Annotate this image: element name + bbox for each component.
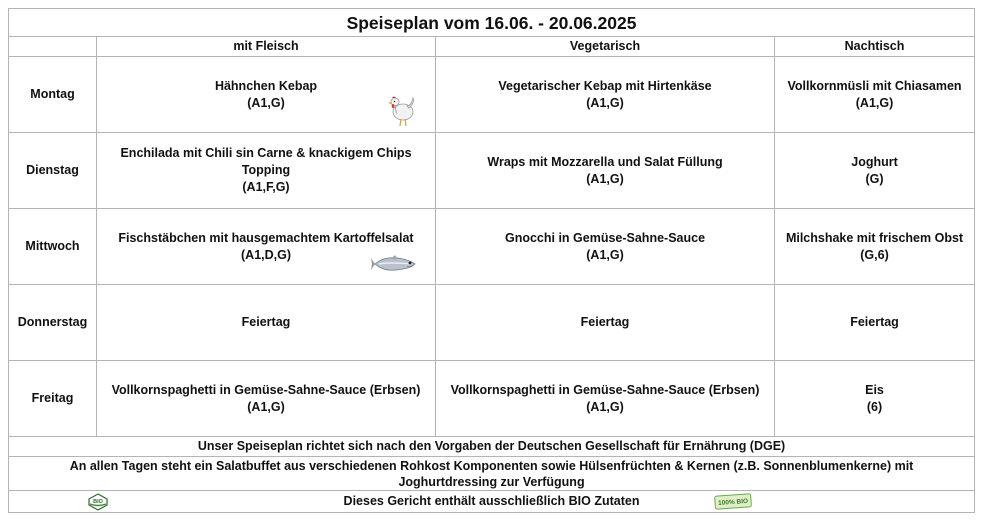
dish-name: Hähnchen Kebap — [214, 78, 318, 93]
dish-name: Feiertag — [580, 315, 630, 329]
bio-seal-text: BIO — [93, 499, 103, 505]
meal-cell-vegetarian — [436, 209, 775, 285]
meal-cell-vegetarian — [436, 133, 775, 209]
meal-cell-dessert — [775, 209, 975, 285]
meal-cell-meat — [97, 285, 436, 361]
dish-name: Vegetarischer Kebap mit Hirtenkäse — [498, 78, 712, 93]
allergen-codes: (A1,F,G) — [242, 180, 290, 194]
allergen-codes: (A1,G) — [855, 95, 894, 110]
dish-name: Eis — [865, 382, 884, 397]
page-title: Speiseplan vom 16.06. - 20.06.2025 — [9, 9, 975, 37]
allergen-codes: (A1,G) — [586, 247, 624, 262]
allergen-codes: (A1,G) — [247, 399, 285, 414]
allergen-codes: (6) — [866, 399, 883, 414]
allergen-codes: (A1,G) — [586, 171, 624, 186]
allergen-codes: (A1,D,G) — [241, 247, 291, 262]
menu-table — [8, 8, 975, 513]
organic-label-text: 100% BIO — [717, 497, 749, 508]
day-label: Dienstag — [9, 133, 97, 209]
meal-cell-meat — [97, 209, 436, 285]
bio-note: Dieses Gericht enthält ausschließlich BIO Zutaten — [343, 494, 640, 508]
day-label: Montag — [9, 57, 97, 133]
corner-cell — [9, 37, 97, 57]
fish-icon — [371, 252, 419, 276]
day-row-wednesday — [9, 209, 975, 285]
column-header-meat: mit Fleisch — [97, 37, 436, 57]
dish-name: Vollkornmüsli mit Chiasamen — [787, 78, 962, 93]
day-label: Freitag — [9, 361, 97, 437]
day-label: Mittwoch — [9, 209, 97, 285]
meal-cell-dessert — [775, 133, 975, 209]
salad-note-line-2: Joghurtdressing zur Verfügung — [398, 474, 585, 489]
dish-name: Vollkornspaghetti in Gemüse-Sahne-Sauce (Erbsen) — [450, 382, 760, 397]
column-header-vegetarian: Vegetarisch — [436, 37, 775, 57]
dish-name: Feiertag — [850, 315, 899, 329]
bio-seal-icon — [88, 493, 108, 511]
meal-cell-dessert — [775, 57, 975, 133]
day-row-tuesday — [9, 133, 975, 209]
day-row-thursday — [9, 285, 975, 361]
allergen-codes: (A1,G) — [247, 95, 285, 110]
salad-note-line-1: An allen Tagen steht ein Salatbuffet aus verschiedenen Rohkost Komponenten sowie Hülsenfrüchten & Kernen (z.B. Sonnenblumenkerne) mit — [69, 458, 914, 473]
allergen-codes: (G,6) — [860, 247, 889, 262]
column-header-dessert: Nachtisch — [775, 37, 975, 57]
dish-name: Enchilada mit Chili sin Carne & knackigem Chips — [120, 146, 412, 160]
meal-cell-vegetarian — [436, 57, 775, 133]
dish-name: Milchshake mit frischem Obst — [785, 230, 964, 245]
dish-name: Vollkornspaghetti in Gemüse-Sahne-Sauce (Erbsen) — [111, 382, 421, 397]
day-label: Donnerstag — [9, 285, 97, 361]
dish-name: Joghurt — [851, 154, 898, 169]
organic-label-icon — [714, 493, 752, 510]
meal-cell-meat — [97, 57, 436, 133]
dish-name: Fischstäbchen mit hausgemachtem Kartoffelsalat — [118, 230, 414, 245]
meal-cell-meat — [97, 361, 436, 437]
dge-note: Unser Speiseplan richtet sich nach den Vorgaben der Deutschen Gesellschaft für Ernährung (DGE) — [9, 437, 975, 457]
chicken-icon — [387, 92, 417, 128]
meal-cell-dessert — [775, 285, 975, 361]
dish-name-continued: Topping — [241, 163, 291, 177]
meal-cell-dessert — [775, 361, 975, 437]
dish-name: Gnocchi in Gemüse-Sahne-Sauce — [504, 230, 706, 245]
day-row-monday — [9, 57, 975, 133]
salad-buffet-note — [9, 457, 975, 491]
dish-name: Wraps mit Mozzarella und Salat Füllung — [487, 154, 723, 169]
meal-cell-vegetarian — [436, 285, 775, 361]
meal-cell-meat — [97, 133, 436, 209]
dish-name: Feiertag — [241, 315, 291, 329]
bio-note-row — [9, 491, 975, 513]
allergen-codes: (G) — [865, 171, 884, 186]
meal-cell-vegetarian — [436, 361, 775, 437]
allergen-codes: (A1,G) — [586, 399, 624, 414]
allergen-codes: (A1,G) — [586, 95, 624, 110]
day-row-friday — [9, 361, 975, 437]
